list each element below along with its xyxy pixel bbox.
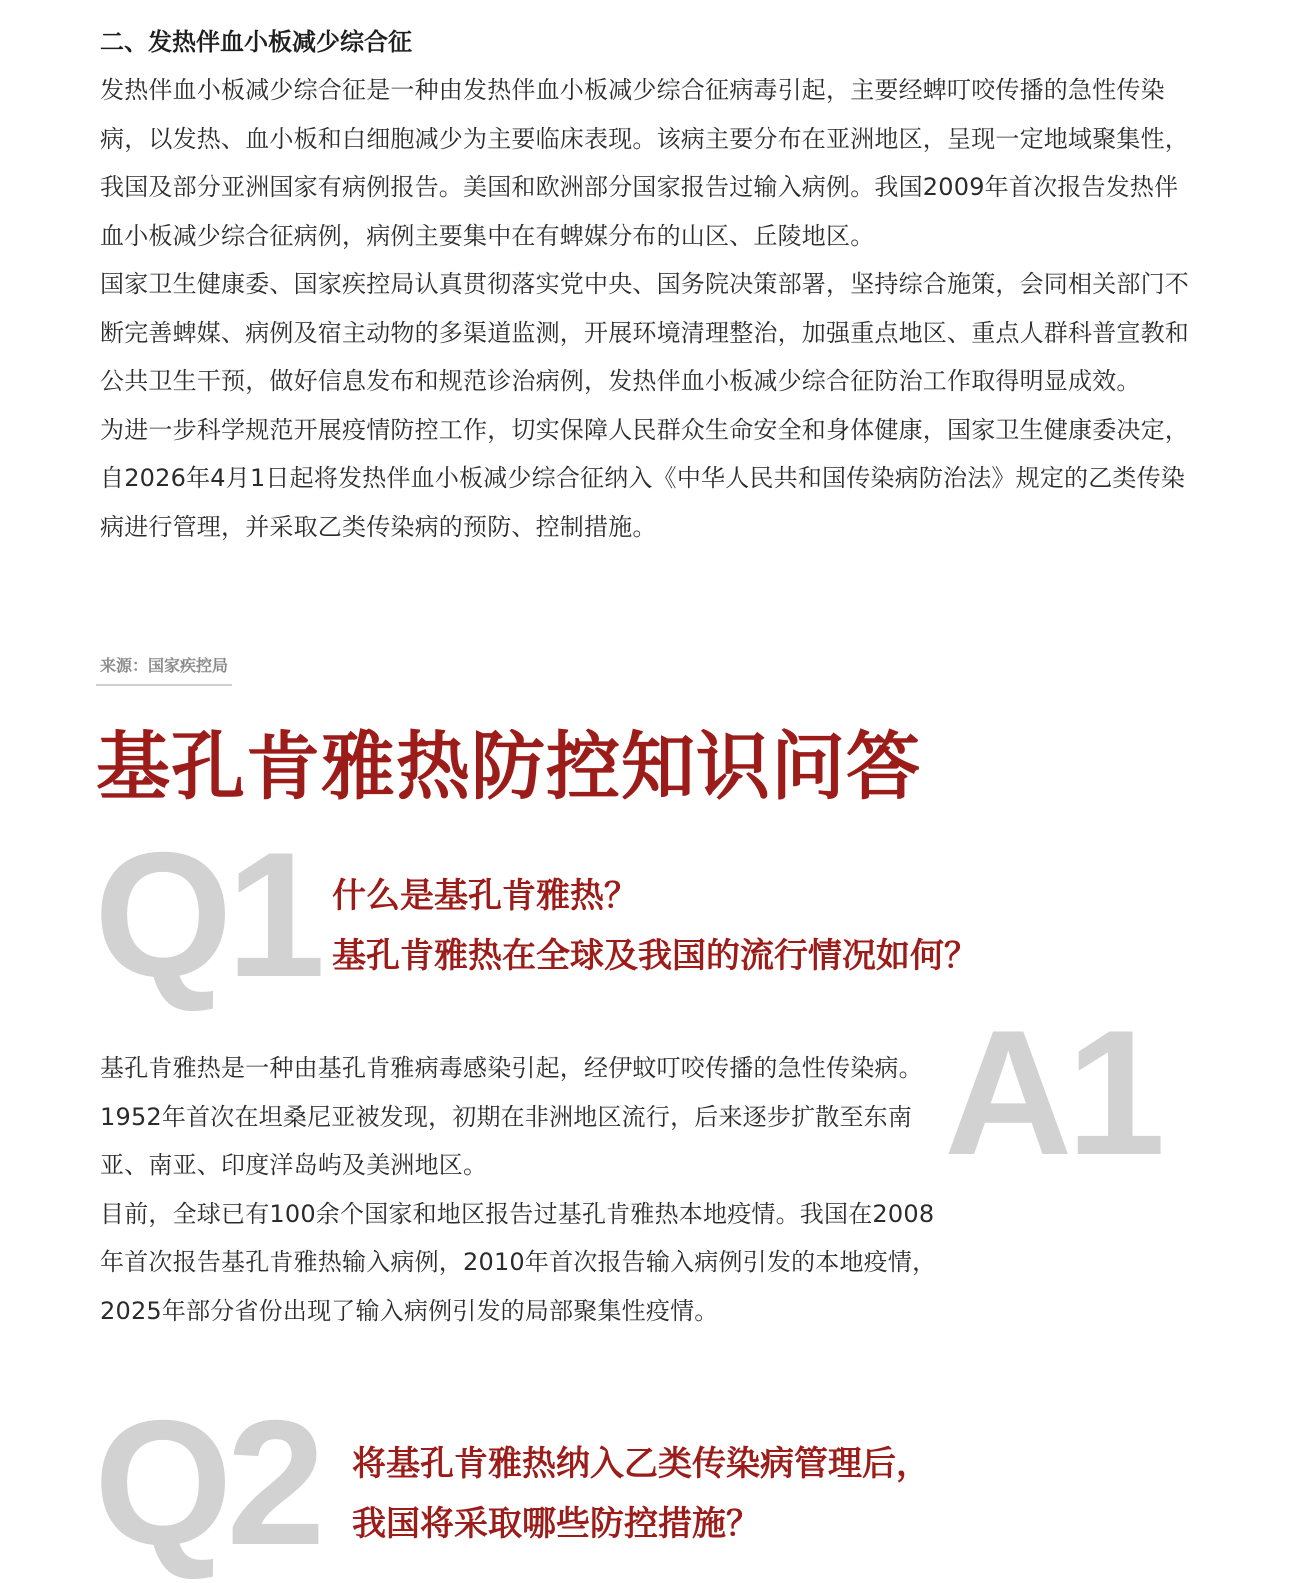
q1-question-line: 基孔肯雅热在全球及我国的流行情况如何？ (332, 936, 978, 976)
q1-question-line: 什么是基孔肯雅热？ (332, 876, 638, 916)
q1-question (332, 866, 978, 986)
a1-paragraph: 基孔肯雅热是一种由基孔肯雅病毒感染引起，经伊蚊叮咬传播的急性传染病。1952年首次在坦桑尼亚被发现，初期在非洲地区流行，后来逐步扩散至东南亚、南亚、印度洋岛屿及美洲地区。 (100, 1054, 923, 1179)
section2-body (100, 66, 1200, 551)
a1-answer (100, 1044, 940, 1335)
qa-title: 基孔肯雅热防控知识问答 (96, 724, 921, 810)
q2-mark: Q2 (94, 1383, 320, 1582)
section2-paragraph: 国家卫生健康委、国家疾控局认真贯彻落实党中央、国务院决策部署，坚持综合施策，会同相关部门不断完善蜱媒、病例及宿主动物的多渠道监测，开展环境清理整治，加强重点地区、重点人群科普宣教和公共卫生干预，做好信息发布和规范诊治病例，发热伴血小板减少综合征防治工作取得明显成效。 (100, 270, 1189, 395)
q2-question-line: 将基孔肯雅热纳入乙类传染病管理后， (352, 1444, 930, 1484)
q2-question (352, 1434, 930, 1554)
a1-mark: A1 (944, 993, 1160, 1192)
source-label: 来源：国家疾控局 (96, 654, 232, 686)
section2-paragraph: 发热伴血小板减少综合征是一种由发热伴血小板减少综合征病毒引起，主要经蜱叮咬传播的急性传染病，以发热、血小板和白细胞减少为主要临床表现。该病主要分布在亚洲地区，呈现一定地域聚集性，我国及部分亚洲国家有病例报告。美国和欧洲部分国家报告过输入病例。我国2009年首次报告发热伴血小板减少综合征病例，病例主要集中在有蜱媒分布的山区、丘陵地区。 (100, 76, 1189, 250)
section2-paragraph: 为进一步科学规范开展疫情防控工作，切实保障人民群众生命安全和身体健康，国家卫生健康委决定，自2026年4月1日起将发热伴血小板减少综合征纳入《中华人民共和国传染病防治法》规定的乙类传染病进行管理，并采取乙类传染病的预防、控制措施。 (100, 415, 1189, 541)
section2-heading: 二、发热伴血小板减少综合征 (100, 28, 412, 56)
q2-question-line: 我国将采取哪些防控措施？ (352, 1504, 760, 1544)
a1-paragraph: 目前，全球已有100余个国家和地区报告过基孔肯雅热本地疫情。我国在2008年首次报告基孔肯雅热输入病例，2010年首次报告输入病例引发的本地疫情，2025年部分省份出现了输入病例引发的局部聚集性疫情。 (100, 1199, 937, 1325)
q1-mark: Q1 (94, 815, 320, 1014)
